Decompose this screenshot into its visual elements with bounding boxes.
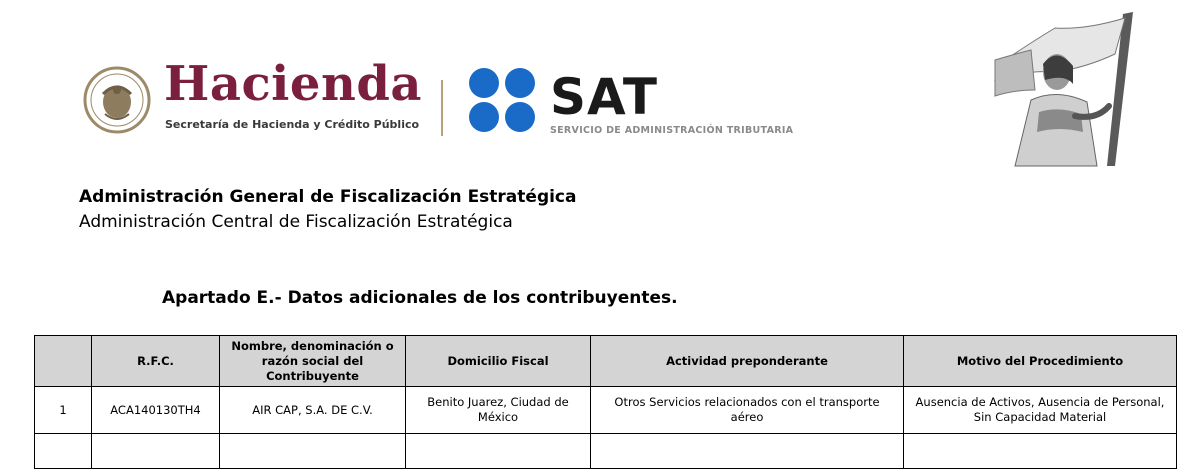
cell-nombre: AIR CAP, S.A. DE C.V. — [220, 387, 406, 434]
sat-subtitle: SERVICIO DE ADMINISTRACIÓN TRIBUTARIA — [550, 125, 794, 136]
admin-general-heading: Administración General de Fiscalización Estratégica — [79, 187, 577, 207]
cell-rfc: ACA140130TH4 — [92, 387, 220, 434]
sat-wordmark: SAT — [550, 68, 658, 126]
column-header-domicilio: Domicilio Fiscal — [406, 336, 591, 387]
column-header-nombre: Nombre, denominación o razón social del Contribuyente — [220, 336, 406, 387]
national-seal-icon — [80, 66, 154, 134]
sat-dots-icon — [466, 66, 540, 134]
column-header-motivo: Motivo del Procedimiento — [904, 336, 1177, 387]
document-header — [0, 0, 1200, 175]
column-header-number — [35, 336, 92, 387]
admin-central-heading: Administración Central de Fiscalización Estratégica — [79, 212, 513, 232]
table-row — [35, 387, 1177, 434]
cell-motivo: Ausencia de Activos, Ausencia de Personal, Sin Capacidad Material — [904, 387, 1177, 434]
hacienda-subtitle: Secretaría de Hacienda y Crédito Público — [165, 118, 420, 131]
logo-divider — [441, 80, 443, 136]
column-header-actividad: Actividad preponderante — [591, 336, 904, 387]
column-header-rfc: R.F.C. — [92, 336, 220, 387]
woman-with-flag-illustration-icon — [975, 10, 1137, 170]
cell-actividad: Otros Servicios relacionados con el transporte aéreo — [591, 387, 904, 434]
cell-domicilio: Benito Juarez, Ciudad de México — [406, 387, 591, 434]
cell-number: 1 — [35, 387, 92, 434]
table-header-row — [35, 336, 1177, 387]
section-title: Apartado E.- Datos adicionales de los contribuyentes. — [162, 288, 678, 308]
hacienda-wordmark: Hacienda — [164, 56, 423, 112]
contributors-table — [34, 335, 1177, 469]
